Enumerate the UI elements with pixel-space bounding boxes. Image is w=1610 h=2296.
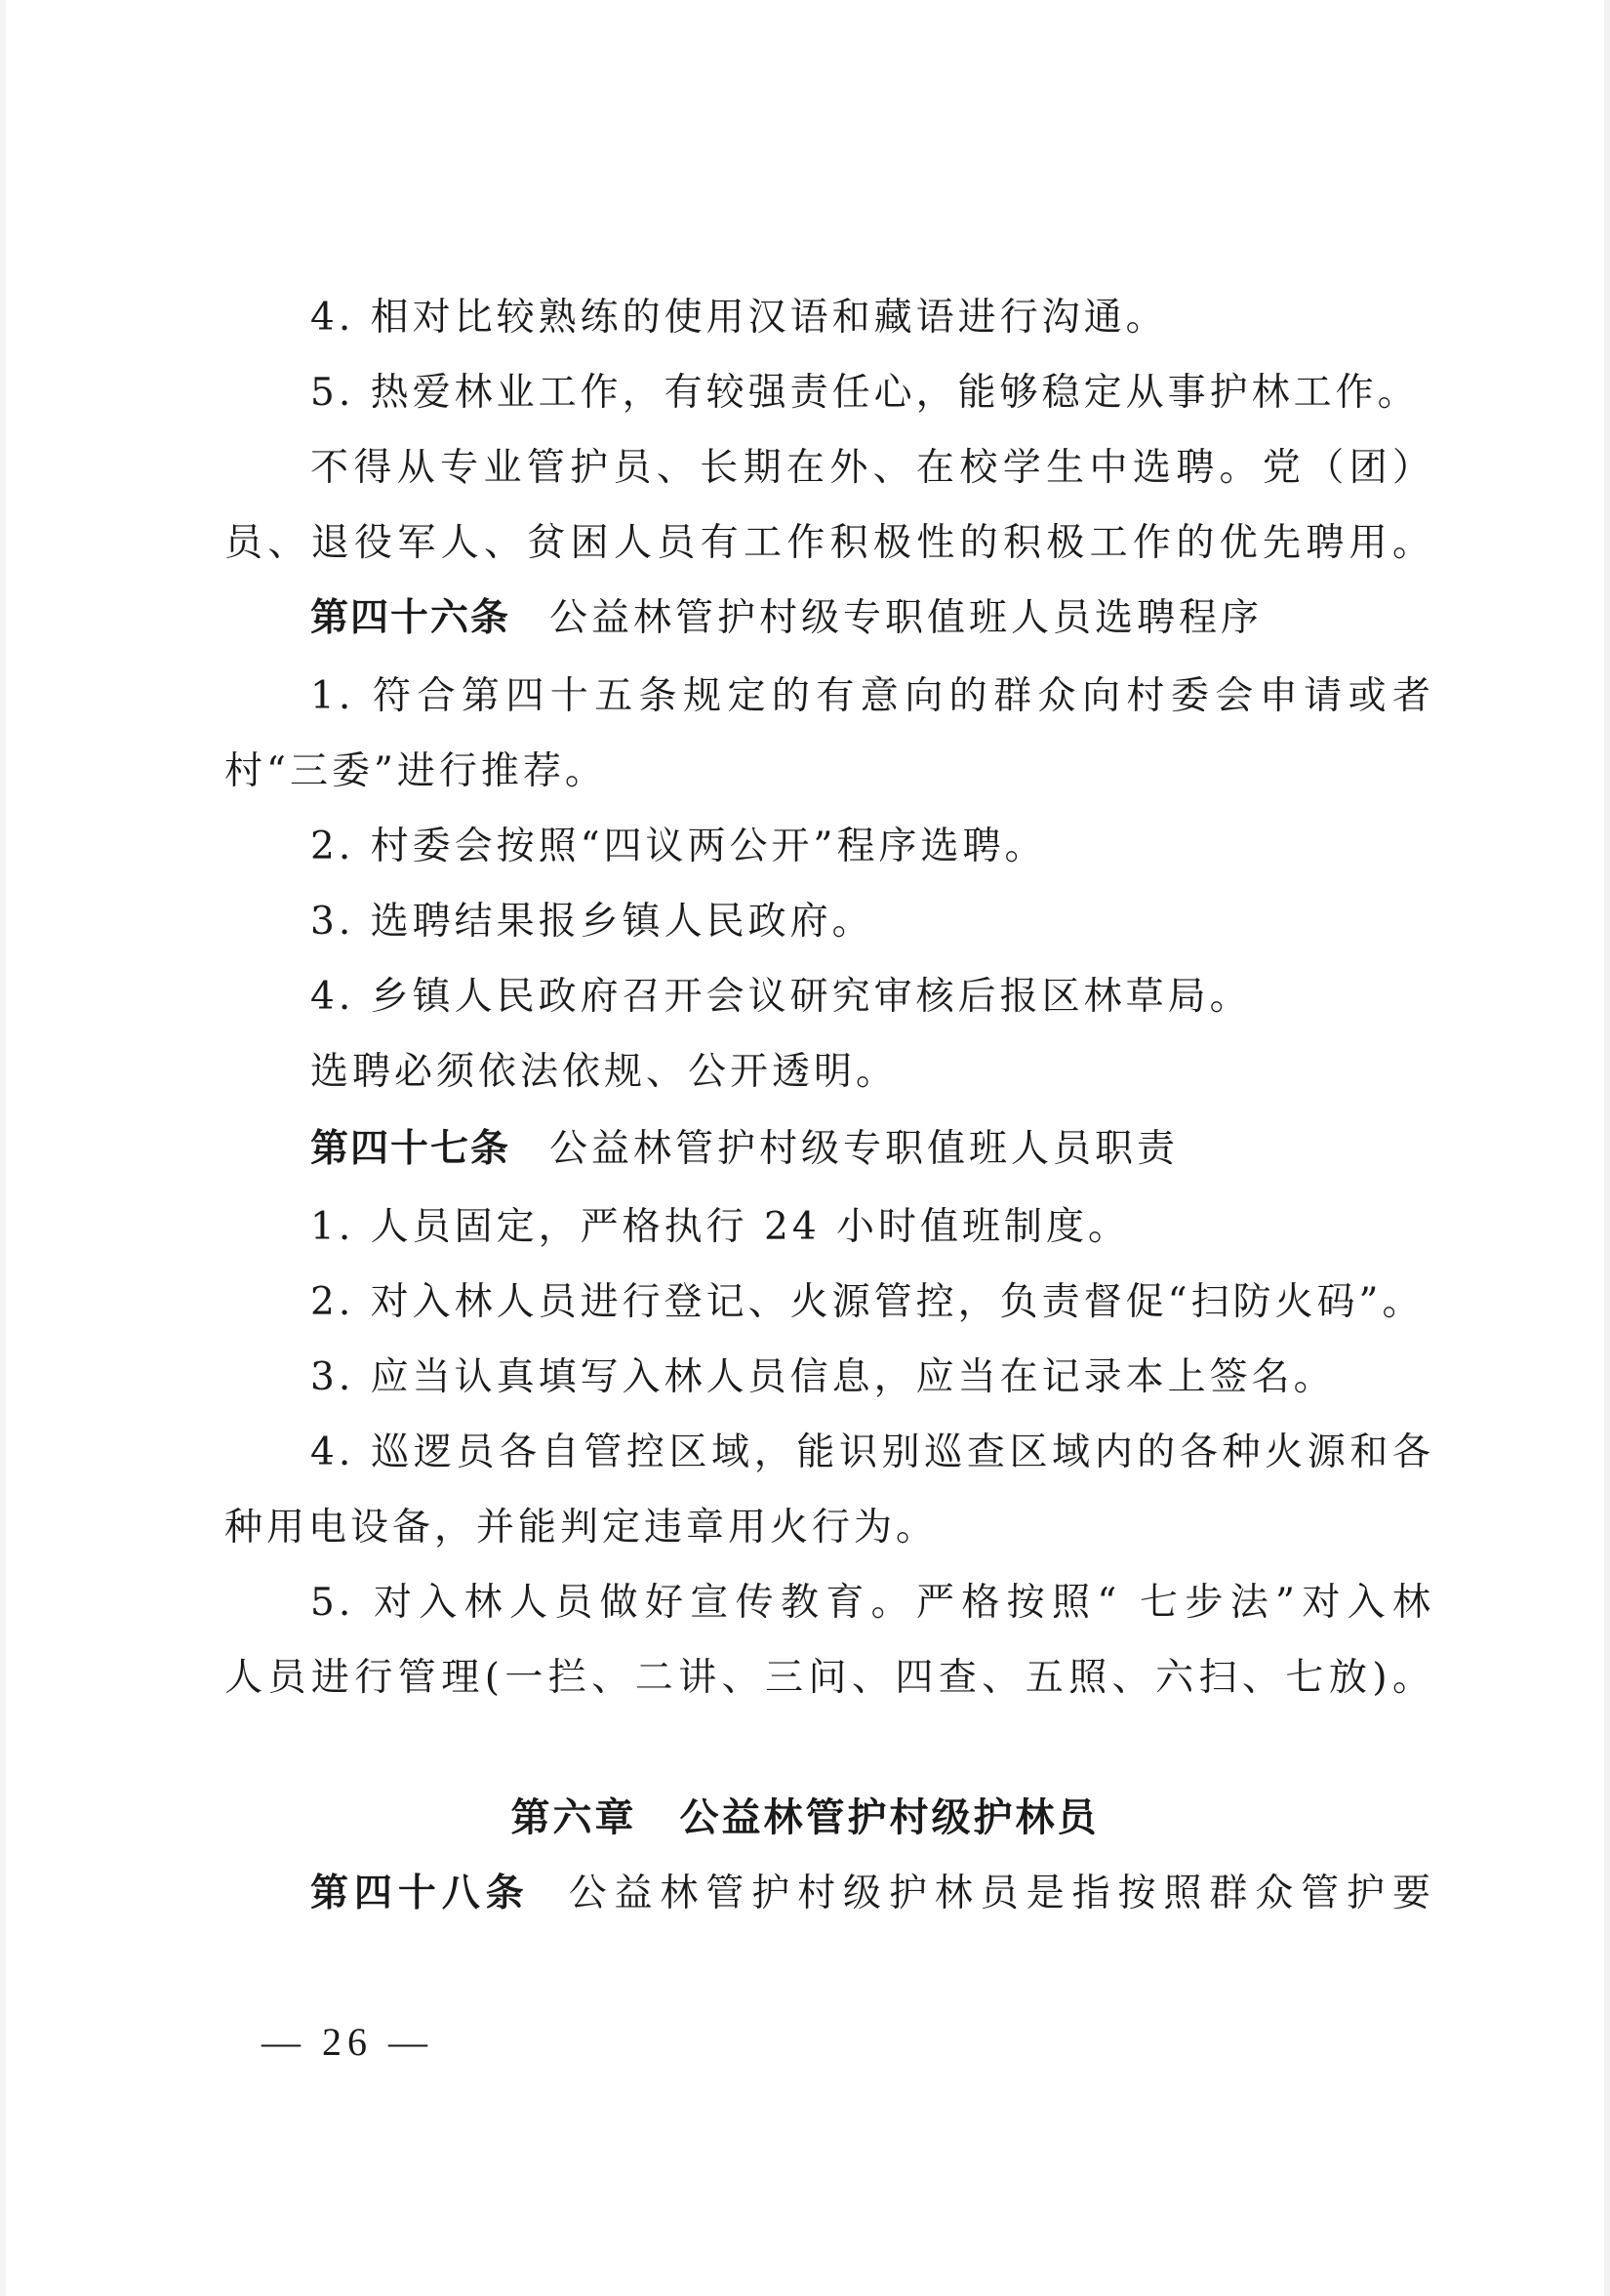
chapter-heading — [0, 1792, 1610, 1844]
text-line: 2. 村委会按照“四议两公开”程序选聘。 — [310, 825, 1047, 868]
article-number: 第四十七条 — [310, 1127, 511, 1171]
text-line: 4. 相对比较熟练的使用汉语和藏语进行沟通。 — [310, 296, 1168, 340]
text-line: 2. 对入林人员进行登记、火源管控，负责督促“扫防火码”。 — [310, 1280, 1425, 1324]
article-number: 第四十八条 — [310, 1872, 530, 1915]
article-47-heading — [310, 1124, 1434, 1175]
article-title: 公益林管护村级专职值班人员职责 — [549, 1127, 1180, 1171]
text-line: 种用电设备，并能判定违章用火行为。 — [224, 1506, 939, 1550]
text-line: 3. 应当认真填写入林人员信息，应当在记录本上签名。 — [310, 1355, 1336, 1399]
text-line: 人员进行管理(一拦、二讲、三问、四查、五照、六扫、七放)。 — [224, 1656, 1434, 1700]
text-line: 1. 符合第四十五条规定的有意向的群众向村委会申请或者 — [310, 674, 1434, 718]
text-line: 村“三委”进行推荐。 — [224, 749, 607, 793]
text-line: 选聘必须依法依规、公开透明。 — [310, 1050, 899, 1094]
text-line: 不得从专业管护员、长期在外、在校学生中选聘。党（团） — [310, 446, 1434, 490]
text-line: 5. 热爱林业工作，有较强责任心，能够稳定从事护林工作。 — [310, 371, 1420, 415]
text-line: 员、退役军人、贫困人员有工作积极性的积极工作的优先聘用。 — [224, 521, 1434, 565]
article-46-heading — [310, 593, 1434, 644]
article-48-paragraph — [310, 1869, 1434, 1919]
text-line: 3. 选聘结果报乡镇人民政府。 — [310, 900, 874, 944]
article-title: 公益林管护村级专职值班人员选聘程序 — [549, 596, 1264, 640]
text-line: 4. 巡逻员各自管控区域，能识别巡查区域内的各种火源和各 — [310, 1430, 1434, 1474]
chapter-title: 公益林管护村级护林员 — [679, 1795, 1100, 1840]
article-text: 公益林管护村级护林员是指按照群众管护要 — [568, 1872, 1434, 1915]
chapter-number: 第六章 — [510, 1795, 637, 1840]
text-line: 1. 人员固定，严格执行 24 小时值班制度。 — [310, 1205, 1131, 1249]
page-number: — 26 — — [262, 2020, 433, 2064]
article-number: 第四十六条 — [310, 596, 511, 640]
text-line: 5. 对入林人员做好宣传教育。严格按照“ 七步法”对入林 — [310, 1581, 1434, 1625]
text-line: 4. 乡镇人民政府召开会议研究审核后报区林草局。 — [310, 975, 1252, 1019]
